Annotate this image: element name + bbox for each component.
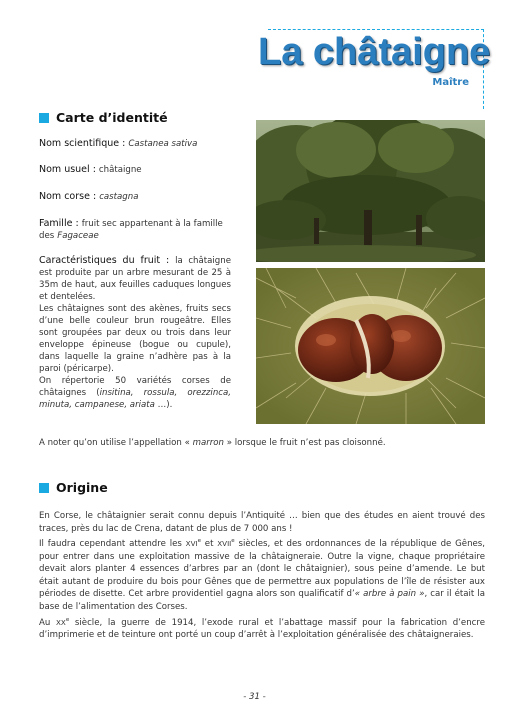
origin-paragraph-3 <box>39 614 485 642</box>
p2-xvi: XVI <box>185 539 198 549</box>
p3-e: e <box>65 616 70 623</box>
common-label: Nom usuel : <box>39 164 96 175</box>
corsican-value: castagna <box>99 192 139 202</box>
scientific-name <box>39 138 231 150</box>
note-italic: marron <box>192 438 225 448</box>
page-number: - 31 - <box>243 692 266 702</box>
origin-paragraph-1: En Corse, le châtaignier serait connu depuis l’Antiquité … bien que des études en aient trouvé des traces, près du lac de Crena, datant de plus de 7 000 ans ! <box>39 511 485 534</box>
chestnut-burr-photo <box>256 268 485 424</box>
p3-b: siècle, la guerre de 1914, l’exode rural et l’abattage massif pour la fabrication d’encre d’imprimerie et de teinture ont porté un coup d’arrêt à l’exploitation généralisée des châtaigneraies. <box>39 617 485 641</box>
identity-heading <box>39 110 168 125</box>
corsican-label: Nom corse : <box>39 191 97 202</box>
origin-paragraph-2 <box>39 535 485 613</box>
fruit-text-2: Les châtaignes sont des akènes, fruits secs d’une belle couleur brun rougeâtre. Elles sont groupées par deux ou trois dans leur enveloppe épineuse (bogue ou cupule), dans laquelle la graine n’adhère pas à la paroi (péricarpe). <box>39 304 231 374</box>
identity-heading-text: Carte d’identité <box>56 110 168 125</box>
family-value: fruit sec appartenant à la famille des <box>39 219 223 241</box>
scientific-label: Nom scientifique : <box>39 138 126 149</box>
section-bullet-icon <box>39 483 49 493</box>
corsican-name <box>39 191 231 203</box>
p3-xx: XX <box>56 617 66 627</box>
p2-e1: e <box>197 538 201 545</box>
fruit-label: Caractéristiques du fruit : <box>39 255 170 266</box>
fruit-text-3-italic: insitina, rossula, orezzinca, minuta, campanese, ariata <box>39 388 231 410</box>
chestnut-tree-photo <box>256 120 485 262</box>
fruit-text-3: On répertorie 50 variétés corses de châtaignes ( <box>39 376 231 398</box>
p2-e2: e <box>231 538 235 545</box>
p2-b: et <box>200 539 218 550</box>
note-after: » lorsque le fruit n’est pas cloisonné. <box>224 438 386 448</box>
common-name <box>39 164 231 176</box>
p2-a: Il faudra cependant attendre les <box>39 539 186 550</box>
origin-heading <box>39 480 108 495</box>
common-value: châtaigne <box>98 165 142 175</box>
p2-d: , car il était la base de l’alimentation des Corses. <box>39 589 485 613</box>
p2-c: siècles, et des ordonnances de la république de Gênes, pour entrer dans une exploitation massive de la châtaigneraie. Outre la vigne, chaque propriétaire devait alors planter 4 essences d’arbres par an (dont le châtaignier), sous peine d’amende. Le but était autant de produire du bois pour Gênes que de permettre aux populations de l’île de résister aux périodes de disette. Cet arbre providentiel gagna alors son qualificatif d’ <box>39 539 486 600</box>
marron-note <box>39 438 386 448</box>
origin-heading-text: Origine <box>56 480 108 495</box>
p3-a: Au <box>39 617 57 628</box>
page-title: La châtaigne <box>258 31 491 73</box>
note-before: A noter qu’on utilise l’appellation « <box>39 438 193 448</box>
family <box>39 218 231 242</box>
family-value-italic: Fagaceae <box>57 231 99 241</box>
page-subtitle: Maître <box>432 77 469 88</box>
p2-xvii: XVII <box>217 539 232 549</box>
fruit-text-3-end: …). <box>154 400 173 410</box>
origin-text <box>39 510 485 642</box>
fruit-characteristics <box>39 255 231 411</box>
section-bullet-icon <box>39 113 49 123</box>
scientific-value: Castanea sativa <box>128 139 198 149</box>
fruit-text-1: la châtaigne est produite par un arbre mesurant de 25 à 35m de haut, aux feuilles caduques longues et dentelées. <box>39 256 231 302</box>
family-label: Famille : <box>39 218 79 229</box>
header-dashed-line-top <box>268 29 484 30</box>
p2-italic: « arbre à pain » <box>354 589 425 600</box>
